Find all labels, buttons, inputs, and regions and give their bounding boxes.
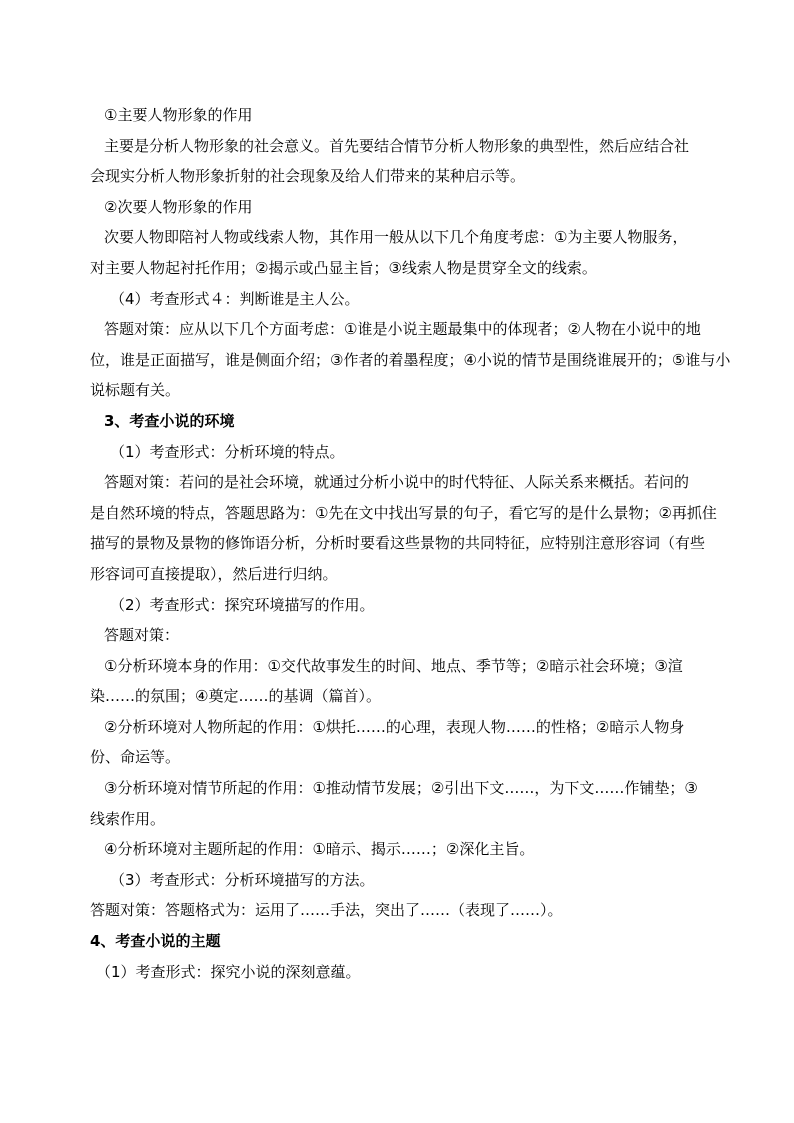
text-line: （1）考查形式：分析环境的特点。 (110, 442, 345, 461)
environment-role-character (90, 712, 714, 773)
text-line: 4、考查小说的主题 (90, 932, 221, 951)
text-line: 次要人物即陪衬人物或线索人物，其作用一般从以下几个角度考虑：①为主要人物服务， (104, 228, 688, 247)
text-line: 份、命运等。 (90, 748, 181, 767)
document-page (90, 100, 731, 987)
paragraph-secondary-character (90, 222, 714, 283)
text-line: ④分析环境对主题所起的作用：①暗示、揭示……；②深化主旨。 (104, 840, 535, 859)
text-line: 染……的氛围；④奠定……的基调（篇首）。 (90, 687, 381, 706)
question-form-3-environment (90, 865, 714, 896)
text-line: 答题对策：应从以下几个方面考虑：①谁是小说主题最集中的体现者；②人物在小说中的地 (104, 320, 701, 339)
text-line: （2）考查形式：探究环境描写的作用。 (110, 595, 375, 614)
text-line: 描写的景物及景物的修饰语分析，分析时要看这些景物的共同特征，应特别注意形容词（有些 (90, 534, 706, 553)
environment-role-theme (90, 834, 714, 865)
text-line: ①主要人物形象的作用 (104, 106, 253, 124)
text-line: ②分析环境对人物所起的作用：①烘托……的心理，表现人物……的性格；②暗示人物身 (104, 717, 685, 736)
text-line: ①分析环境本身的作用：①交代故事发生的时间、地点、季节等；②暗示社会环境；③渲 (104, 656, 683, 675)
text-line: 位，谁是正面描写，谁是侧面介绍；③作者的着墨程度；④小说的情节是围绕谁展开的；⑤谁与小 (90, 350, 731, 369)
section-heading-environment (90, 406, 714, 437)
text-line: 线索作用。 (90, 809, 166, 828)
environment-role-itself (90, 651, 714, 712)
answer-strategy-environment-features (90, 467, 717, 589)
text-line: 会现实分析人物形象折射的社会现象及给人们带来的某种启示等。 (90, 167, 526, 186)
answer-strategy-label (90, 620, 714, 651)
text-line: （1）考查形式：探究小说的深刻意蕴。 (96, 962, 361, 981)
text-line: 答题对策： (104, 626, 180, 645)
question-form-1-theme (90, 957, 714, 988)
text-line: ③分析环境对情节所起的作用：①推动情节发展；②引出下文……，为下文……作铺垫；③ (104, 779, 698, 798)
question-form-1-environment (90, 437, 714, 468)
answer-strategy-format (90, 895, 714, 926)
text-line: 答题对策：答题格式为：运用了……手法，突出了……（表现了……）。 (90, 901, 563, 920)
text-line: 3、考查小说的环境 (104, 411, 235, 430)
text-line: （4）考查形式４：判断谁是主人公。 (110, 289, 360, 308)
text-line: （3）考查形式：分析环境描写的方法。 (110, 870, 375, 889)
text-line: 对主要人物起衬托作用；②揭示或凸显主旨；③线索人物是贯穿全文的线索。 (90, 258, 597, 277)
question-form-2-environment (90, 590, 714, 621)
text-line: ②次要人物形象的作用 (104, 197, 253, 216)
question-form-4 (90, 284, 714, 315)
text-line: 答题对策：若问的是社会环境，就通过分析小说中的时代特征、人际关系来概括。若问的 (104, 473, 690, 492)
text-line: 形容词可直接提取），然后进行归纳。 (90, 564, 338, 583)
paragraph-main-character (90, 131, 714, 192)
section-heading-theme (90, 926, 714, 957)
answer-strategy-protagonist (90, 314, 731, 406)
text-line: 是自然环境的特点，答题思路为：①先在文中找出写景的句子，看它写的是什么景物；②再抓住 (90, 503, 717, 522)
environment-role-plot (90, 773, 714, 834)
subheading-secondary-character (90, 192, 714, 223)
text-line: 说标题有关。 (90, 381, 181, 400)
subheading-main-character (90, 100, 714, 131)
text-line: 主要是分析人物形象的社会意义。首先要结合情节分析人物形象的典型性，然后应结合社 (104, 136, 690, 155)
